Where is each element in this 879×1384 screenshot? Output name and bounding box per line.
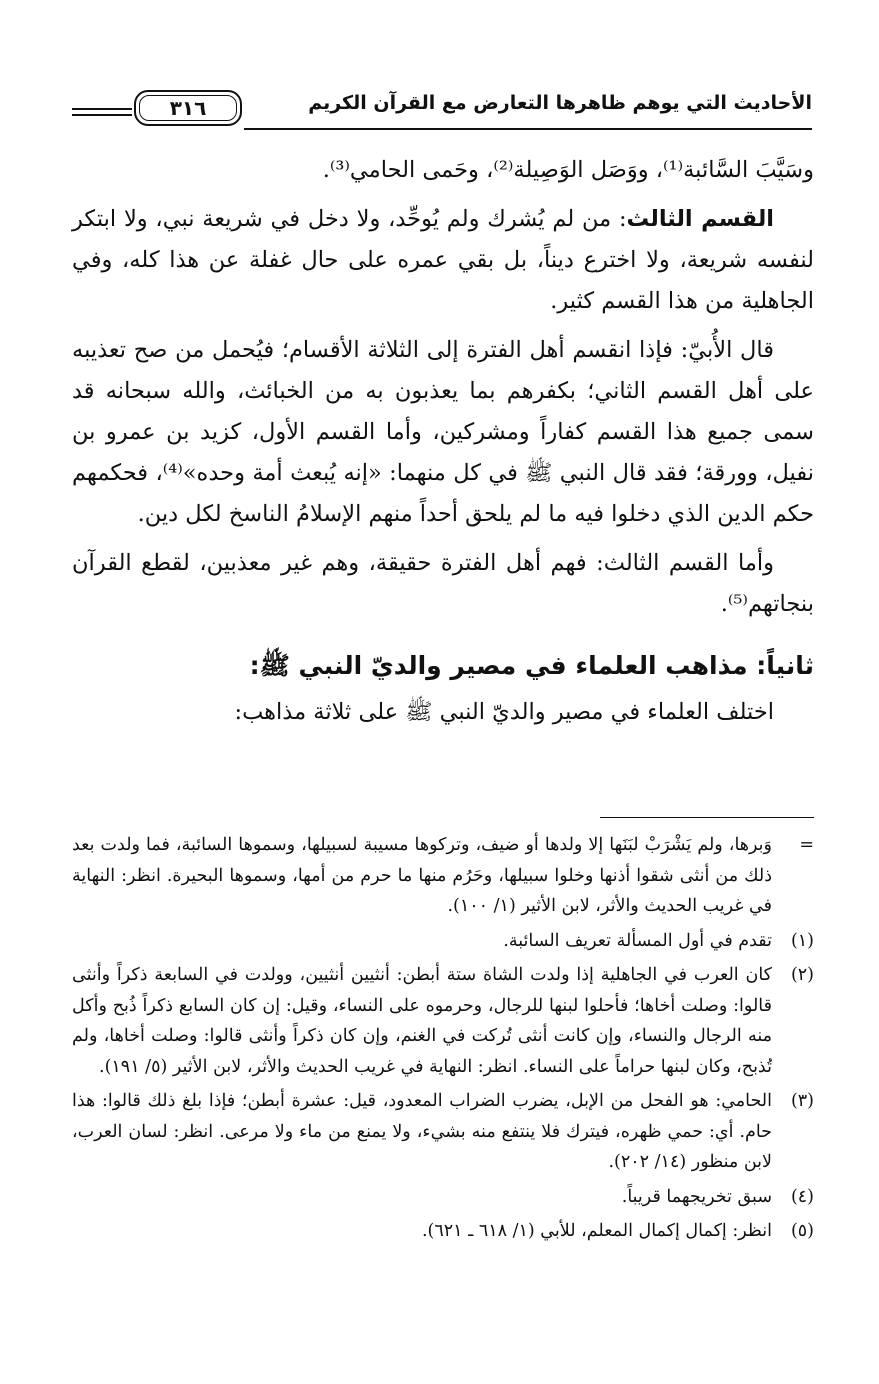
footnote-mark: (٢) bbox=[790, 965, 814, 985]
paragraph bbox=[72, 199, 814, 322]
main-text bbox=[72, 150, 814, 741]
footnote bbox=[72, 960, 814, 1082]
footnote-mark: (٥) bbox=[790, 1221, 814, 1241]
footnote bbox=[72, 1086, 814, 1178]
footnote bbox=[72, 926, 814, 957]
footnote-separator bbox=[600, 817, 814, 818]
paragraph: قال الأُبيّ: فإذا انقسم أهل الفترة إلى الثلاثة الأقسام؛ فيُحمل من صح تعذيبه على أهل القسم الثاني؛ بكفرهم بما يعذبون به من الخبائث، والله سبحانه قد سمى جميع هذا القسم كفاراً ومشركين، وأما القسم الأول، كزيد بن عمرو بن نفيل، وورقة؛ فقد قال النبي ﷺ في كل منهما: «إنه يُبعث أمة وحده»⁽⁴⁾، فحكمهم حكم الدين الذي دخلوا فيه ما لم يلحق أحداً منهم الإسلامُ الناسخ لكل دين. bbox=[72, 337, 814, 527]
paragraph: وأما القسم الثالث: فهم أهل الفترة حقيقة، وهم غير معذبين، لقطع القرآن بنجاتهم⁽⁵⁾. bbox=[72, 550, 814, 617]
paragraph: وسَيَّبَ السَّائبة⁽¹⁾، ووَصَل الوَصِيلة⁽²⁾، وحَمى الحامي⁽³⁾. bbox=[322, 157, 814, 183]
footnote-text: الحامي: هو الفحل من الإبل، يضرب الضراب المعدود، قيل: عشرة أبطن؛ فإذا بلغ ذلك قالوا: هذا حام. أي: حمي ظهره، فيترك فلا ينتفع منه بشيء، ولا يمنع من ماء ولا مرعى. انظر: لسان العرب، لابن منظور (١٤/ ٢٠٢). bbox=[72, 1091, 772, 1172]
footnotes bbox=[72, 830, 814, 1251]
footnote-text: انظر: إكمال إكمال المعلم، للأبي (١/ ٦١٨ ـ ٦٢١). bbox=[421, 1221, 772, 1241]
footnote bbox=[72, 830, 814, 922]
footnote-mark: (٣) bbox=[790, 1091, 814, 1111]
footnote-text: سبق تخريجهما قريباً. bbox=[621, 1186, 772, 1207]
section-heading: ثانياً: مذاهب العلماء في مصير والديّ النبي ﷺ: bbox=[249, 651, 814, 680]
footnote-mark: = bbox=[799, 835, 814, 855]
page-number: ٣١٦ bbox=[169, 96, 207, 120]
header-underline bbox=[244, 128, 812, 130]
footnote-mark: (١) bbox=[790, 930, 814, 951]
paragraph-text: : من لم يُشرك ولم يُوحِّد، ولا دخل في شريعة نبي، ولا ابتكر لنفسه شريعة، ولا اخترع ديناً، بل بقي عمره على حال غفلة عن هذا كله، وفي الجاهلية من هذا القسم كثير. bbox=[72, 206, 814, 314]
running-header bbox=[72, 88, 812, 132]
page-number-frame bbox=[134, 90, 242, 126]
header-rule bbox=[72, 114, 132, 116]
footnote bbox=[72, 1182, 814, 1213]
footnote-text: تقدم في أول المسألة تعريف السائبة. bbox=[503, 930, 772, 951]
header-title: الأحاديث التي يوهم ظاهرها التعارض مع القرآن الكريم bbox=[308, 92, 812, 114]
footnote-mark: (٤) bbox=[790, 1186, 814, 1207]
section-label: القسم الثالث bbox=[626, 206, 774, 232]
footnote-text: كان العرب في الجاهلية إذا ولدت الشاة ستة أبطن: أنثيين أنثيين، وولدت في السابعة ذكراً وأنثى قالوا: وصلت أخاها؛ فأحلوا لبنها للرجال، وحرموه على النساء، وقيل: إن كان السابع ذكراً ذُبح وأكل منه الرجال والنساء، وإن كانت أنثى تُركت في الغنم، وإن كان ذكراً وأنثى قالوا: وصلت أخاها، ولم تُذبح، وكان لبنها حراماً على النساء. انظر: النهاية في غريب الحديث والأثر، لابن الأثير (٥/ ١٩١). bbox=[72, 965, 772, 1077]
footnote bbox=[72, 1216, 814, 1247]
footnote-text: وَبرها، ولم يَشْرَبْ لبَنَها إلا ولدها أو ضيف، وتركوها مسيبة لسبيلها، وسموها السائبة، فما ولدت بعد ذلك من أنثى شقوا أذنها وخلوا سبيلها، وحَرُم منها ما حرم من أمها، وسموها البحيرة. انظر: النهاية في غريب الحديث والأثر، لابن الأثير (١/ ١٠٠). bbox=[72, 835, 772, 916]
paragraph: اختلف العلماء في مصير والديّ النبي ﷺ على ثلاثة مذاهب: bbox=[234, 699, 774, 725]
header-rule bbox=[72, 108, 132, 110]
